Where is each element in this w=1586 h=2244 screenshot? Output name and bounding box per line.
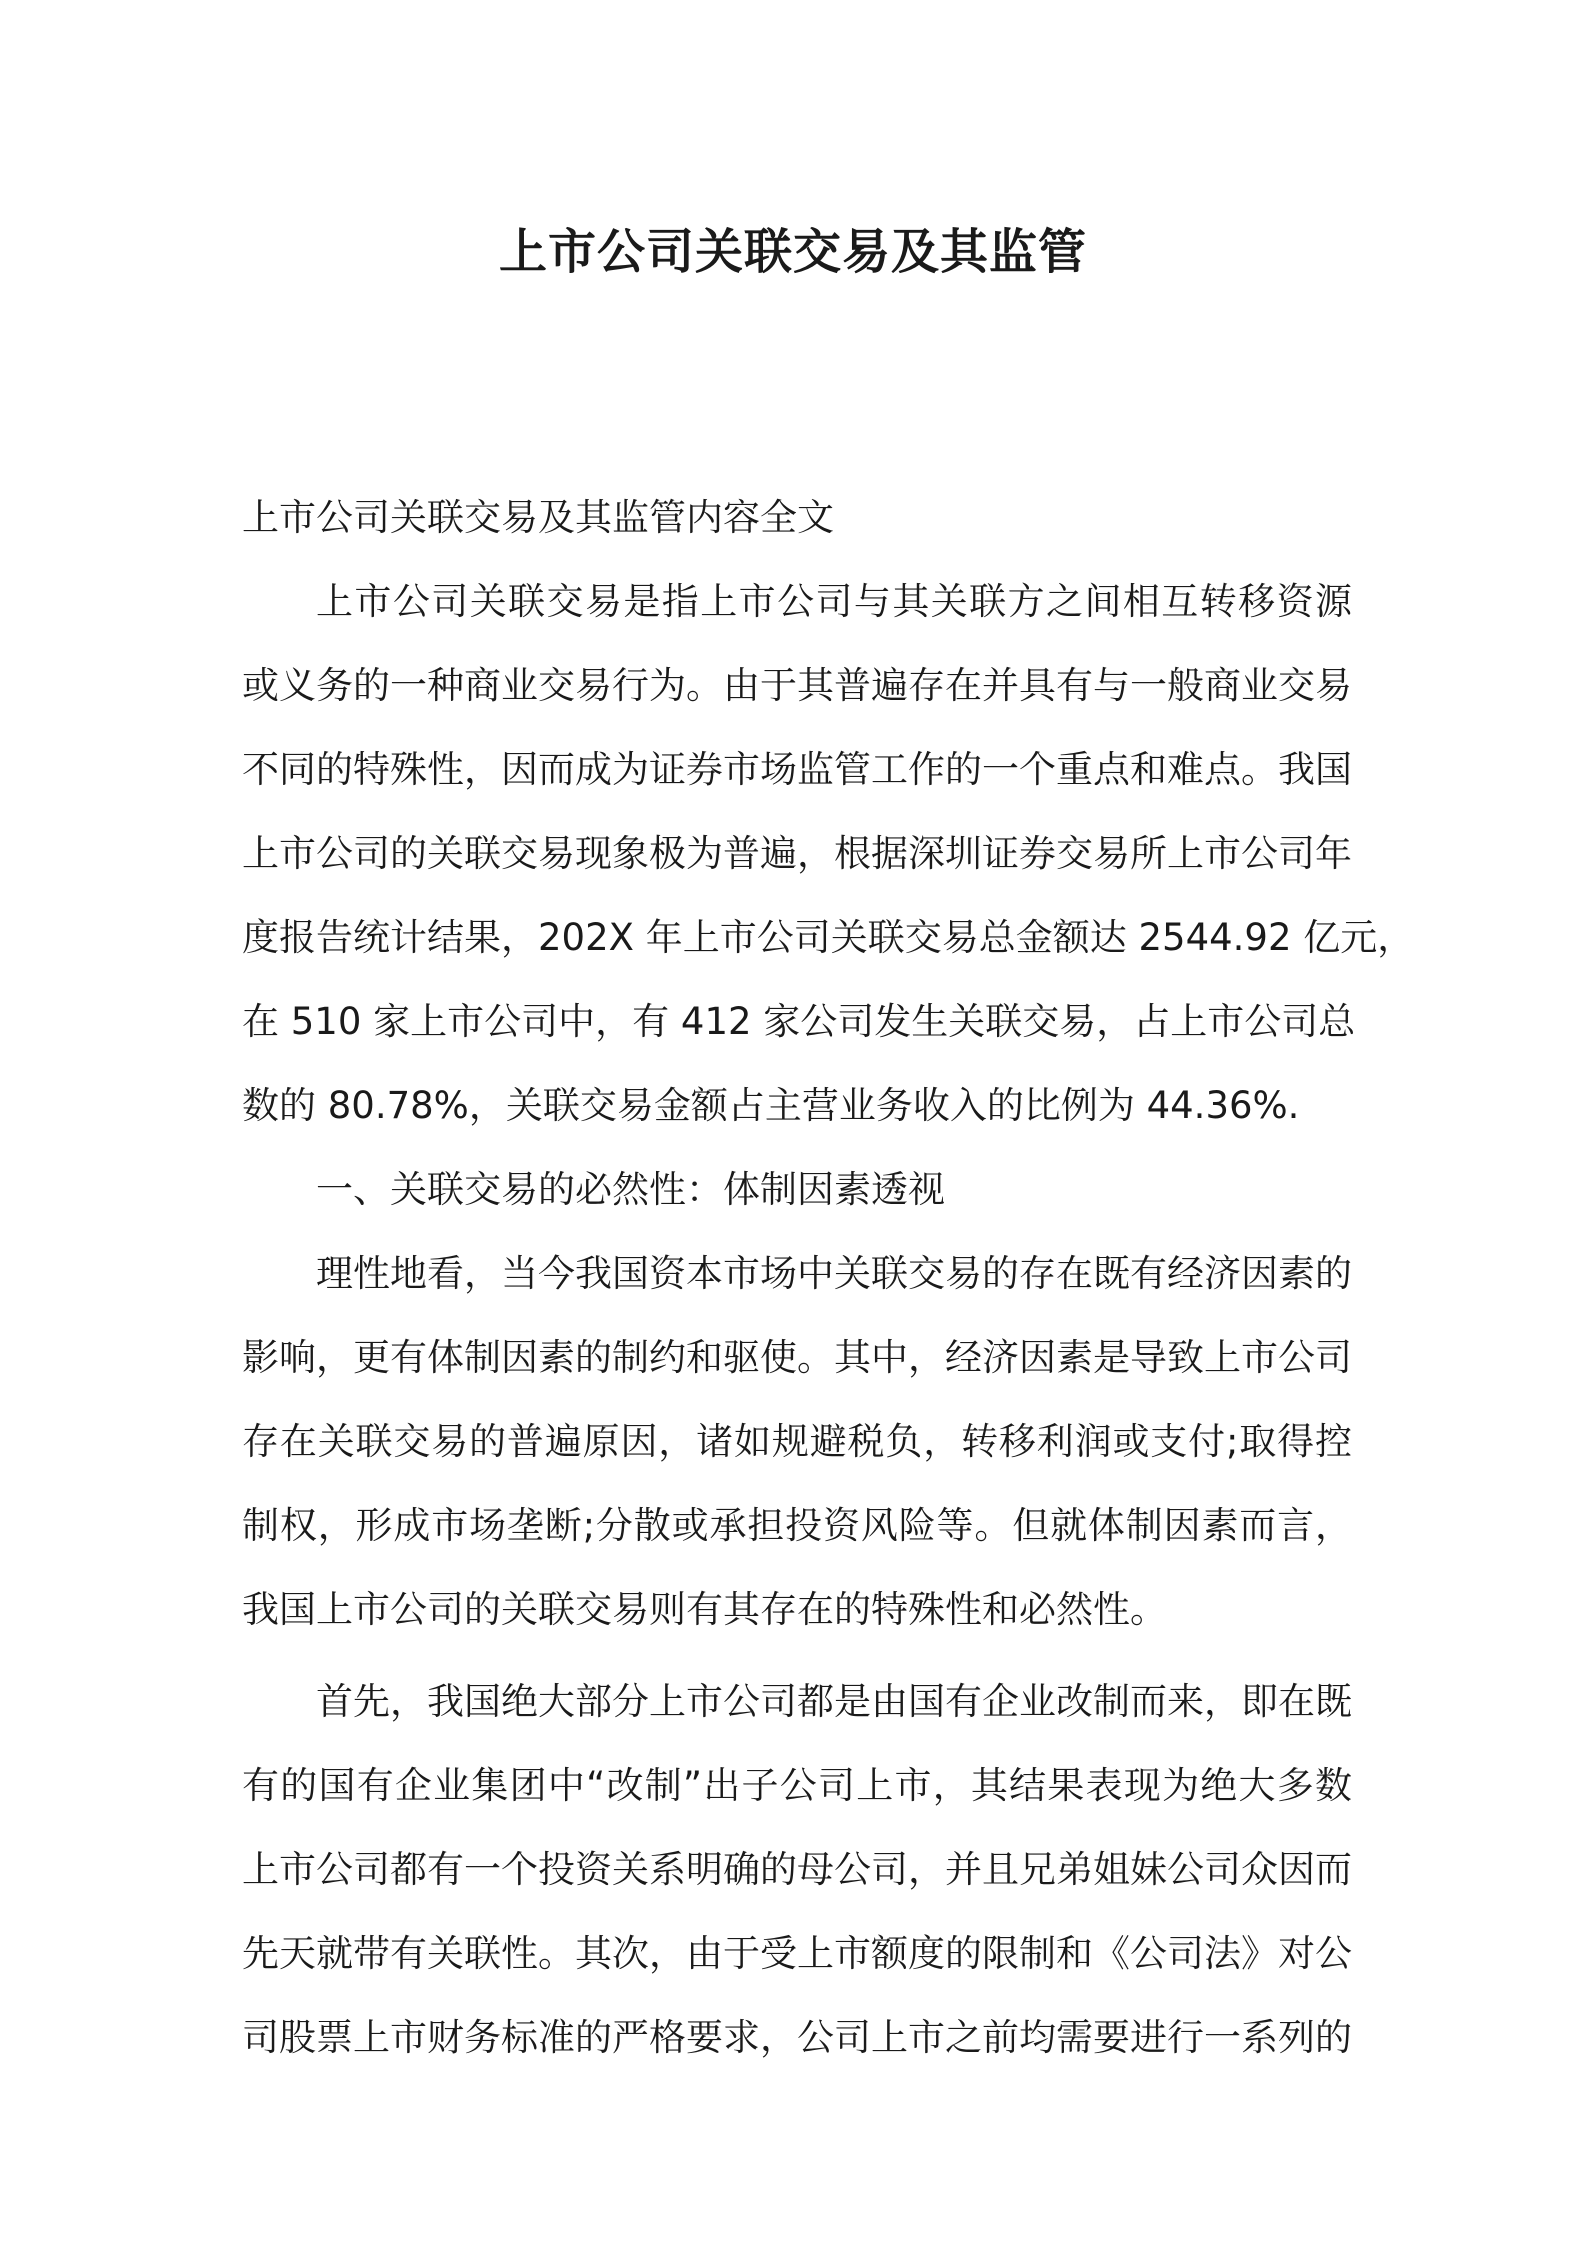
paragraph-spacer: [242, 1652, 1352, 1660]
paragraph-line: 有的国有企业集团中“改制”出子公司上市，其结果表现为绝大多数: [242, 1764, 1352, 1807]
paragraph-line: 数的 80.78%，关联交易金额占主营业务收入的比例为 44.36%.: [242, 1084, 1300, 1127]
paragraph-line: 影响，更有体制因素的制约和驱使。其中，经济因素是导致上市公司: [242, 1336, 1352, 1379]
paragraph-line: 存在关联交易的普遍原因，诸如规避税负，转移利润或支付;取得控: [242, 1420, 1352, 1463]
paragraph-line: 或义务的一种商业交易行为。由于其普遍存在并具有与一般商业交易: [242, 664, 1352, 707]
document-body: [242, 476, 1415, 2080]
paragraph-line: 在 510 家上市公司中，有 412 家公司发生关联交易，占上市公司总: [242, 1000, 1356, 1043]
paragraph-line: 我国上市公司的关联交易则有其存在的特殊性和必然性。: [242, 1588, 1167, 1631]
document-subtitle: 上市公司关联交易及其监管内容全文: [242, 496, 834, 539]
paragraph-line: 理性地看，当今我国资本市场中关联交易的存在既有经济因素的: [316, 1252, 1352, 1295]
paragraph-line: 不同的特殊性，因而成为证券市场监管工作的一个重点和难点。我国: [242, 748, 1352, 791]
paragraph-line: 上市公司的关联交易现象极为普遍，根据深圳证券交易所上市公司年: [242, 832, 1352, 875]
paragraph-line: 上市公司关联交易是指上市公司与其关联方之间相互转移资源: [316, 580, 1352, 623]
section-heading-text: 一、关联交易的必然性：体制因素透视: [316, 1168, 945, 1211]
paragraph-line: 首先，我国绝大部分上市公司都是由国有企业改制而来，即在既: [316, 1680, 1352, 1723]
document-title: 上市公司关联交易及其监管: [498, 224, 1087, 280]
paragraph-line: 上市公司都有一个投资关系明确的母公司，并且兄弟姐妹公司众因而: [242, 1848, 1352, 1891]
paragraph-line: 制权，形成市场垄断;分散或承担投资风险等。但就体制因素而言，: [242, 1504, 1352, 1547]
paragraph-first-reason: [242, 1660, 1352, 2080]
section-heading: [242, 1148, 1352, 1232]
paragraph-line: 司股票上市财务标准的严格要求，公司上市之前均需要进行一系列的: [242, 2016, 1352, 2059]
paragraph-line: 先天就带有关联性。其次，由于受上市额度的限制和《公司法》对公: [242, 1932, 1352, 1975]
paragraph-line: 度报告统计结果，202X 年上市公司关联交易总金额达 2544.92 亿元，: [242, 916, 1415, 959]
paragraph-intro: [242, 560, 1415, 1148]
paragraph-rational-view: [242, 1232, 1352, 1652]
